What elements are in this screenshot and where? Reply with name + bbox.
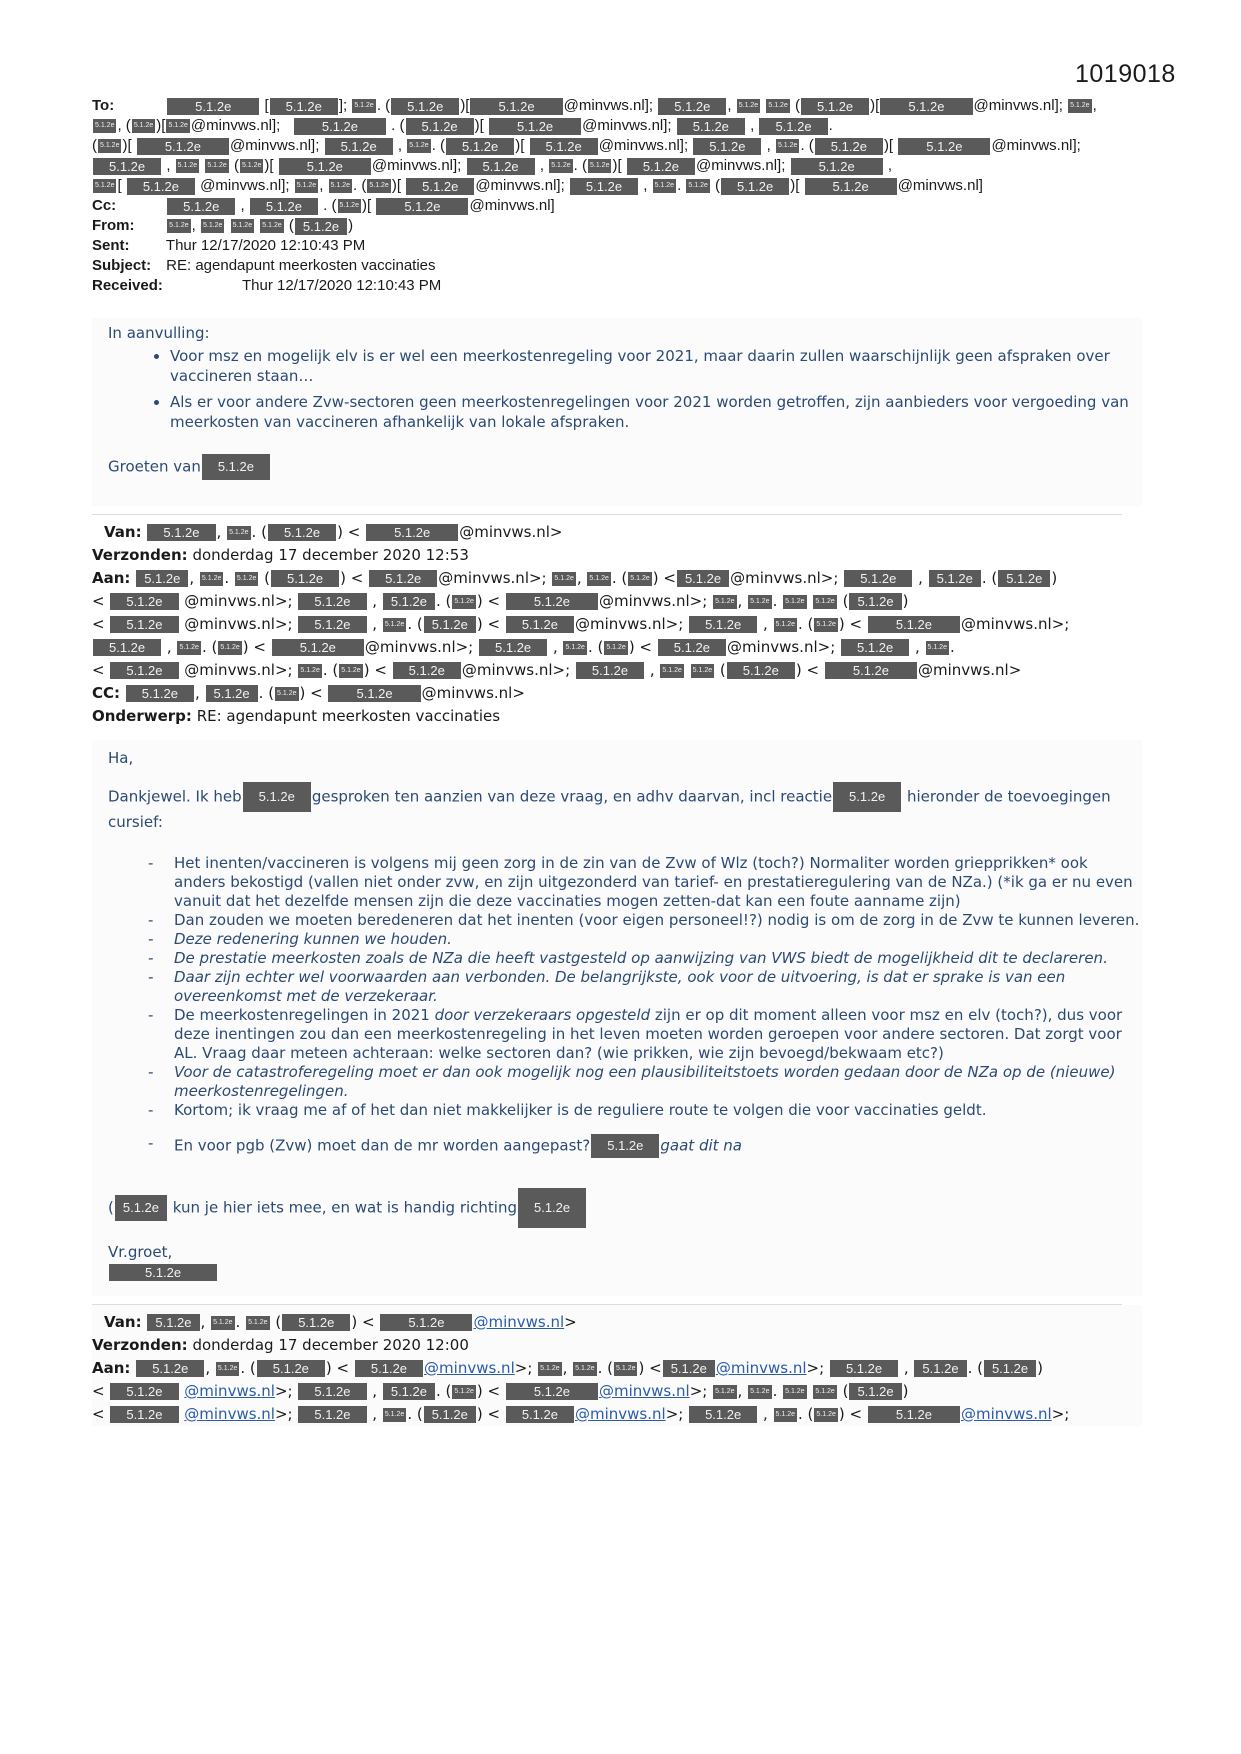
redaction-box: 5.1.2e: [604, 641, 627, 655]
redaction-box: 5.1.2e: [506, 1406, 574, 1423]
redaction-box: 5.1.2e: [352, 99, 375, 113]
redaction-box: 5.1.2e: [126, 685, 194, 702]
redaction-box: 5.1.2e: [295, 218, 347, 235]
email-link[interactable]: @minvws.nl: [598, 1382, 690, 1400]
redaction-box: 5.1.2e: [552, 572, 575, 586]
redaction-box: 5.1.2e: [538, 1362, 561, 1376]
redaction-box: 5.1.2e: [658, 98, 726, 115]
redaction-box: 5.1.2e: [614, 1362, 637, 1376]
redaction-box: 5.1.2e: [880, 98, 972, 115]
redaction-box: 5.1.2e: [849, 593, 901, 610]
redaction-box: 5.1.2e: [783, 1385, 806, 1399]
redaction-box: 5.1.2e: [713, 1385, 736, 1399]
redaction-box: 5.1.2e: [658, 639, 726, 656]
redaction-box: 5.1.2e: [801, 98, 869, 115]
redaction-box: 5.1.2e: [677, 118, 745, 135]
redaction-box: 5.1.2e: [628, 572, 651, 586]
list-item: - De meerkostenregelingen in 2021 door verzekeraars opgesteld zijn er op dit moment alleen voor msz en elv (toch?), dus voor deze inentingen zou dan een meerkostenregeling in het leven moeten worden geroepen voor andere sectoren. Dat zorgt voor AL. Vraag daar meteen achteraan: welke sectoren dan? (wie prikken, wie zijn bevoegd/bekwaam etc?): [148, 1006, 1142, 1063]
document-id: 1019018: [1075, 60, 1176, 88]
redaction-box: 5.1.2e: [260, 219, 283, 233]
redaction-box: 5.1.2e: [295, 179, 318, 193]
redaction-box: 5.1.2e: [814, 618, 837, 632]
redaction-box: 5.1.2e: [275, 687, 298, 701]
redaction-box: 5.1.2e: [93, 639, 161, 656]
redaction-box: 5.1.2e: [235, 572, 258, 586]
subject-label: Subject:: [92, 257, 152, 274]
from-label: From:: [92, 217, 135, 234]
redaction-box: 5.1.2e: [406, 118, 474, 135]
redaction-box: 5.1.2e: [926, 641, 949, 655]
redaction-box: 5.1.2e: [383, 618, 406, 632]
redaction-box: 5.1.2e: [115, 1195, 167, 1221]
redaction-box: 5.1.2e: [137, 138, 229, 155]
redaction-box: 5.1.2e: [110, 1406, 178, 1423]
redaction-box: 5.1.2e: [167, 198, 235, 215]
sent-value: Thur 12/17/2020 12:10:43 PM: [165, 237, 366, 254]
redaction-box: 5.1.2e: [211, 1316, 234, 1330]
redaction-box: 5.1.2e: [868, 1406, 960, 1423]
redaction-box: 5.1.2e: [783, 595, 806, 609]
redaction-box: 5.1.2e: [201, 219, 224, 233]
redaction-box: 5.1.2e: [766, 99, 789, 113]
closing-line: ( 5.1.2e kun je hier iets mee, en wat is handig richting 5.1.2e: [108, 1188, 1142, 1228]
redaction-box: 5.1.2e: [407, 139, 430, 153]
redaction-box: 5.1.2e: [776, 139, 799, 153]
redaction-box: 5.1.2e: [202, 454, 270, 480]
redaction-box: 5.1.2e: [127, 178, 195, 195]
redaction-box: 5.1.2e: [166, 119, 189, 133]
intro-paragraph: Dankjewel. Ik heb 5.1.2e gesproken ten aanzien van deze vraag, en adhv daarvan, incl reactie 5.1.2e hieronder de toevoegingen cursief:: [108, 782, 1142, 832]
redaction-box: 5.1.2e: [424, 616, 476, 633]
redaction-box: 5.1.2e: [549, 159, 572, 173]
redaction-box: 5.1.2e: [240, 159, 263, 173]
redaction-box: 5.1.2e: [677, 570, 729, 587]
redaction-box: 5.1.2e: [452, 1385, 475, 1399]
email-document: [92, 96, 1142, 1426]
redaction-box: 5.1.2e: [167, 98, 259, 115]
redaction-box: 5.1.2e: [367, 179, 390, 193]
redaction-box: 5.1.2e: [914, 1360, 966, 1377]
list-item: - Dan zouden we moeten beredeneren dat het inenten (voor eigen personeel!?) nodig is om de zorg in de Zvw te kunnen leveren.: [148, 911, 1142, 930]
redaction-box: 5.1.2e: [998, 570, 1050, 587]
redaction-box: 5.1.2e: [830, 1360, 898, 1377]
redaction-box: 5.1.2e: [563, 641, 586, 655]
redaction-box: 5.1.2e: [841, 639, 909, 656]
sent-label: Sent:: [92, 237, 130, 254]
redaction-box: 5.1.2e: [177, 641, 200, 655]
redaction-box: 5.1.2e: [452, 595, 475, 609]
received-value: Thur 12/17/2020 12:10:43 PM: [242, 277, 442, 294]
redaction-box: 5.1.2e: [748, 595, 771, 609]
redaction-box: 5.1.2e: [713, 595, 736, 609]
redaction-box: 5.1.2e: [298, 616, 366, 633]
email-header: To: 5.1.2e [ 5.1.2e ]; 5.1.2e . ( 5.1.2e )[ 5.1.2e @minvws.nl]; 5.1.2e , 5.1.2e 5.1.2e ( 5.1.2e )[ 5.1.2e @minvws.nl]; 5.1.2e , 5.1.2e , ( 5.1.2e )[ 5.1.2e @minvws.nl]; 5.1.2e . ( 5.1.2e )[ 5.1.2e @minvws.nl]; 5.1.2e , 5.1.2e . ( 5.1.2e )[ 5.1.2e @minvws.nl]; 5.1.2e , 5.1.2e . ( 5.1.2e )[ 5.1.2e @minvws.nl]; 5.1.2e , 5.1.2e . ( 5.1.2e )[ 5.1.2e @minvws.nl]; 5.1.2e , 5.1.2e 5.1.2e ( 5.1.2e )[ 5.1.2e @minvws.nl]; 5.1.2e , 5.1.2e . ( 5.1.2e )[ 5.1.2e @minvws.nl]; 5.1.2e , 5.1.2e [ 5.1.2e @minvws.nl]; 5.1.2e , 5.1.2e . ( 5.1.2e )[ 5.1.2e @minvws.nl]; 5.1.2e , 5.1.2e . 5.1.2e ( 5.1.2e )[ 5.1.2e @minvws.nl] Cc: 5.1.2e , 5.1.2e . ( 5.1.2e )[ 5.1.2e @minvws.nl] From: 5.1.2e , 5.1.2e 5.1.2e 5.1.2e ( 5.1.2e ) Sent: Thur 12/17/2020 12:10:43 PM Subject: RE: agendapunt meerkosten vaccinaties Received: Thur 12/17/2020 12:10:43 PM: [92, 96, 1142, 296]
redaction-box: 5.1.2e: [506, 1383, 598, 1400]
message-3-header: Van: 5.1.2e , 5.1.2e . 5.1.2e ( 5.1.2e ) < 5.1.2e @minvws.nl> Verzonden: donderdag 17 december 2020 12:00 Aan: 5.1.2e , 5.1.2e . ( 5.1.2e ) < 5.1.2e @minvws.nl>; 5.1.2e , 5.1.2e . ( 5.1.2e ) < 5.1.2e @minvws.nl>; 5.1.2e , 5.1.2e . ( 5.1.2e ) < 5.1.2e @minvws.nl>; 5.1.2e , 5.1.2e . ( 5.1.2e ) < 5.1.2e @minvws.nl>; 5.1.2e , 5.1.2e . 5.1.2e 5.1.2e ( 5.1.2e ) < 5.1.2e @minvws.nl>; 5.1.2e , 5.1.2e . ( 5.1.2e ) < 5.1.2e @minvws.nl>; 5.1.2e , 5.1.2e . ( 5.1.2e ) < 5.1.2e @minvws.nl>;: [92, 1305, 1142, 1426]
redaction-box: 5.1.2e: [167, 219, 190, 233]
message-2-body: Ha, Dankjewel. Ik heb 5.1.2e gesproken ten aanzien van deze vraag, en adhv daarvan, incl reactie 5.1.2e hieronder de toevoegingen cursief: - Het inenten/vaccineren is volgens mij geen zorg in de zin van de Zvw of Wlz (toch?) Normaliter worden griepprikken* ook anders bekostigd (vallen niet onder zvw, en zijn uitgezonderd van tarief- en prestatieregulering van de NZa.) (*ik ga er nu even vanuit dat het dezelfde mensen zijn die deze vaccinaties mogen zetten-dat kan een foute aanname zijn) - Dan zouden we moeten beredeneren dat het inenten (voor eigen personeel!?) nodig is om de zorg in de Zvw te kunnen leveren. - Deze redenering kunnen we houden. - De prestatie meerkosten zoals de NZa die heeft vastgesteld op aanwijzing van VWS biedt de mogelijkheid dit te declareren. - Daar zijn echter wel voorwaarden aan verbonden. De belangrijkste, ook voor de uitvoering, is dat er sprake is van een overeenkomst met de verzekeraar. - De meerkostenregelingen in 2021 door verzekeraars opgesteld zijn er op dit moment alleen voor msz en elv (toch?), dus voor deze inentingen zou dan een meerkostenregeling in het leven moeten worden geroepen voor andere sectoren. Dat zorgt voor AL. Vraag daar meteen achteraan: welke sectoren dan? (wie prikken, wie zijn bevoegd/bekwaam etc?) - Voor de catastroferegeling moet er dan ook mogelijk nog een plausibiliteitstoets worden gedaan door de NZa op de (nieuwe) meerkostenregelingen. - Kortom; ik vraag me af of het dan niet makkelijker is de reguliere route te volgen die voor vaccinaties geldt. - En voor pgb (Zvw) moet dan de mr worden aangepast? 5.1.2e gaat dit na ( 5.1.2e kun je hier iets mee, en wat is handig richting 5.1.2e Vr.groet, 5.1.2e: [92, 740, 1142, 1296]
redaction-box: 5.1.2e: [489, 118, 581, 135]
redaction-box: 5.1.2e: [147, 524, 215, 541]
list-item: - En voor pgb (Zvw) moet dan de mr worden aangepast? 5.1.2e gaat dit na: [148, 1134, 1142, 1158]
signoff: Vr.groet, 5.1.2e: [108, 1242, 1142, 1282]
redaction-box: 5.1.2e: [686, 179, 709, 193]
redaction-box: 5.1.2e: [383, 1408, 406, 1422]
redaction-box: 5.1.2e: [689, 1406, 757, 1423]
redaction-box: 5.1.2e: [774, 618, 797, 632]
redaction-box: 5.1.2e: [506, 616, 574, 633]
redaction-box: 5.1.2e: [270, 98, 338, 115]
redaction-box: 5.1.2e: [246, 1316, 269, 1330]
sent-date: donderdag 17 december 2020 12:00: [192, 1336, 469, 1354]
redaction-box: 5.1.2e: [506, 593, 598, 610]
redaction-box: 5.1.2e: [110, 1383, 178, 1400]
redaction-box: 5.1.2e: [294, 118, 386, 135]
redaction-box: 5.1.2e: [868, 616, 960, 633]
redaction-box: 5.1.2e: [627, 158, 695, 175]
redaction-box: 5.1.2e: [813, 1385, 836, 1399]
redaction-box: 5.1.2e: [660, 664, 683, 678]
list-item: - De prestatie meerkosten zoals de NZa die heeft vastgesteld op aanwijzing van VWS biedt de mogelijkheid dit te declareren.: [148, 949, 1142, 968]
redaction-box: 5.1.2e: [298, 664, 321, 678]
redaction-box: 5.1.2e: [383, 1383, 435, 1400]
redaction-box: 5.1.2e: [231, 219, 254, 233]
redaction-box: 5.1.2e: [339, 664, 362, 678]
redaction-box: 5.1.2e: [721, 178, 789, 195]
redaction-box: 5.1.2e: [132, 119, 155, 133]
redaction-box: 5.1.2e: [328, 685, 420, 702]
redaction-box: 5.1.2e: [849, 1383, 901, 1400]
redaction-box: 5.1.2e: [110, 662, 178, 679]
redaction-box: 5.1.2e: [338, 199, 361, 213]
redaction-box: 5.1.2e: [929, 570, 981, 587]
redaction-box: 5.1.2e: [227, 526, 250, 540]
redaction-box: 5.1.2e: [748, 1385, 771, 1399]
redaction-box: 5.1.2e: [205, 159, 228, 173]
redaction-box: 5.1.2e: [250, 198, 318, 215]
email-link[interactable]: @minvws.nl: [961, 1405, 1052, 1423]
redaction-box: 5.1.2e: [689, 616, 757, 633]
redaction-box: 5.1.2e: [366, 524, 458, 541]
subject-value: RE: agendapunt meerkosten vaccinaties: [166, 257, 436, 274]
redaction-box: 5.1.2e: [93, 158, 161, 175]
redaction-box: 5.1.2e: [693, 138, 761, 155]
to-label: To:: [92, 97, 115, 114]
redaction-box: 5.1.2e: [727, 662, 795, 679]
redaction-box: 5.1.2e: [759, 118, 827, 135]
redaction-box: 5.1.2e: [110, 593, 178, 610]
email-link[interactable]: @minvws.nl: [473, 1313, 565, 1331]
redaction-box: 5.1.2e: [591, 1134, 659, 1158]
redaction-box: 5.1.2e: [391, 98, 459, 115]
email-link[interactable]: @minvws.nl: [715, 1359, 807, 1377]
redaction-box: 5.1.2e: [298, 1383, 366, 1400]
redaction-box: 5.1.2e: [984, 1360, 1036, 1377]
message-1-body: [92, 318, 1142, 506]
redaction-box: 5.1.2e: [218, 641, 241, 655]
list-item: - Deze redenering kunnen we houden.: [148, 930, 1142, 949]
redaction-box: 5.1.2e: [479, 639, 547, 656]
redaction-box: 5.1.2e: [272, 639, 364, 656]
list-item: - Het inenten/vaccineren is volgens mij geen zorg in de zin van de Zvw of Wlz (toch?) Normaliter worden griepprikken* ook anders bekostigd (vallen niet onder zvw, en zijn uitgezonderd van tarief- en prestatieregulering van de NZa.) (*ik ga er nu even vanuit dat het dezelfde mensen zijn die deze vaccinaties mogen zetten-dat kan een foute aanname zijn): [148, 854, 1142, 911]
redaction-box: 5.1.2e: [691, 664, 714, 678]
redaction-box: 5.1.2e: [376, 198, 468, 215]
redaction-box: 5.1.2e: [380, 1314, 472, 1331]
redaction-box: 5.1.2e: [200, 572, 223, 586]
redaction-box: 5.1.2e: [791, 158, 883, 175]
redaction-box: 5.1.2e: [814, 1408, 837, 1422]
redaction-box: 5.1.2e: [298, 1406, 366, 1423]
redaction-box: 5.1.2e: [136, 1360, 204, 1377]
redaction-box: 5.1.2e: [93, 179, 116, 193]
email-link[interactable]: @minvws.nl: [184, 1382, 275, 1400]
email-link[interactable]: @minvws.nl: [574, 1405, 666, 1423]
redaction-box: 5.1.2e: [93, 119, 116, 133]
redaction-box: 5.1.2e: [109, 1264, 217, 1281]
subject-line: [92, 256, 1142, 276]
redaction-box: 5.1.2e: [570, 178, 638, 195]
redaction-box: 5.1.2e: [737, 99, 760, 113]
redaction-box: 5.1.2e: [279, 158, 371, 175]
redaction-box: 5.1.2e: [406, 178, 474, 195]
redaction-box: 5.1.2e: [383, 593, 435, 610]
sent-date: donderdag 17 december 2020 12:53: [192, 546, 469, 564]
from-line: From: 5.1.2e , 5.1.2e 5.1.2e 5.1.2e ( 5.1.2e ): [92, 217, 354, 234]
redaction-box: 5.1.2e: [844, 570, 912, 587]
remarks-list: [108, 854, 1142, 1158]
redaction-box: 5.1.2e: [271, 570, 339, 587]
subject-value: RE: agendapunt meerkosten vaccinaties: [196, 707, 501, 725]
cc-line: Cc: 5.1.2e , 5.1.2e . ( 5.1.2e )[ 5.1.2e @minvws.nl]: [92, 197, 555, 214]
redaction-box: 5.1.2e: [588, 159, 611, 173]
redaction-box: 5.1.2e: [147, 1314, 199, 1331]
redaction-box: 5.1.2e: [573, 1362, 596, 1376]
redaction-box: 5.1.2e: [813, 595, 836, 609]
redaction-box: 5.1.2e: [355, 1360, 423, 1377]
bullet-list: [108, 346, 1142, 432]
redaction-box: 5.1.2e: [98, 139, 121, 153]
redaction-box: 5.1.2e: [393, 662, 461, 679]
redaction-box: 5.1.2e: [268, 524, 336, 541]
redaction-box: 5.1.2e: [176, 159, 199, 173]
redaction-box: 5.1.2e: [424, 1406, 476, 1423]
redaction-box: 5.1.2e: [774, 1408, 797, 1422]
email-link[interactable]: @minvws.nl: [424, 1359, 515, 1377]
redaction-box: 5.1.2e: [467, 158, 535, 175]
list-item: - Voor de catastroferegeling moet er dan ook mogelijk nog een plausibiliteitstoets worden gedaan door de NZa op de (nieuwe) meerkostenregelingen.: [148, 1063, 1142, 1101]
redaction-box: 5.1.2e: [587, 572, 610, 586]
redaction-box: 5.1.2e: [805, 178, 897, 195]
redaction-box: 5.1.2e: [576, 662, 644, 679]
to-line: To: 5.1.2e [ 5.1.2e ]; 5.1.2e . ( 5.1.2e )[ 5.1.2e @minvws.nl]; 5.1.2e , 5.1.2e 5.1.2e ( 5.1.2e )[ 5.1.2e @minvws.nl]; 5.1.2e ,: [92, 97, 1097, 114]
list-item: • Voor msz en mogelijk elv is er wel een meerkostenregeling voor 2021, maar daarin zullen waarschijnlijk geen afspraken over vaccineren staan…: [170, 346, 1142, 386]
redaction-box: 5.1.2e: [825, 662, 917, 679]
redaction-box: 5.1.2e: [298, 593, 366, 610]
redaction-box: 5.1.2e: [446, 138, 514, 155]
redaction-box: 5.1.2e: [815, 138, 883, 155]
redaction-box: 5.1.2e: [663, 1360, 715, 1377]
redaction-box: 5.1.2e: [282, 1314, 350, 1331]
greeting: Groeten van 5.1.2e: [108, 454, 1142, 480]
redaction-box: 5.1.2e: [530, 138, 598, 155]
redaction-box: 5.1.2e: [369, 570, 437, 587]
message-2-header: Van: 5.1.2e , 5.1.2e . ( 5.1.2e ) < 5.1.2e @minvws.nl> Verzonden: donderdag 17 december 2020 12:53 Aan: 5.1.2e , 5.1.2e . 5.1.2e ( 5.1.2e ) < 5.1.2e @minvws.nl>; 5.1.2e , 5.1.2e . ( 5.1.2e ) < 5.1.2e @minvws.nl>; 5.1.2e , 5.1.2e . ( 5.1.2e ) < 5.1.2e @minvws.nl>; 5.1.2e , 5.1.2e . ( 5.1.2e ) < 5.1.2e @minvws.nl>; 5.1.2e , 5.1.2e . 5.1.2e 5.1.2e ( 5.1.2e ) < 5.1.2e @minvws.nl>; 5.1.2e , 5.1.2e . ( 5.1.2e ) < 5.1.2e @minvws.nl>; 5.1.2e , 5.1.2e . ( 5.1.2e ) < 5.1.2e @minvws.nl>; 5.1.2e , 5.1.2e . ( 5.1.2e ) < 5.1.2e @minvws.nl>; 5.1.2e , 5.1.2e . ( 5.1.2e ) < 5.1.2e @minvws.nl>; 5.1.2e , 5.1.2e . < 5.1.2e @minvws.nl>; 5.1.2e . ( 5.1.2e ) < 5.1.2e @minvws.nl>; 5.1.2e , 5.1.2e 5.1.2e ( 5.1.2e ) < 5.1.2e @minvws.nl> CC: 5.1.2e , 5.1.2e . ( 5.1.2e ) < 5.1.2e @minvws.nl> Onderwerp: RE: agendapunt meerkosten vaccinaties: [92, 523, 1070, 725]
cc-label: Cc:: [92, 197, 117, 214]
list-item: - Kortom; ik vraag me af of het dan niet makkelijker is de reguliere route te volgen die voor vaccinaties geldt.: [148, 1101, 1142, 1120]
redaction-box: 5.1.2e: [216, 1362, 239, 1376]
list-item: - Daar zijn echter wel voorwaarden aan verbonden. De belangrijkste, ook voor de uitvoering, is dat er sprake is van een overeenkomst met de verzekeraar.: [148, 968, 1142, 1006]
redaction-box: 5.1.2e: [136, 570, 188, 587]
received-line: [92, 276, 1142, 296]
redaction-box: 5.1.2e: [833, 782, 901, 812]
redaction-box: 5.1.2e: [110, 616, 178, 633]
redaction-box: 5.1.2e: [329, 179, 352, 193]
redaction-box: 5.1.2e: [518, 1188, 586, 1228]
redaction-box: 5.1.2e: [1068, 99, 1091, 113]
redaction-box: 5.1.2e: [206, 685, 258, 702]
redaction-box: 5.1.2e: [898, 138, 990, 155]
list-item: • Als er voor andere Zvw-sectoren geen meerkostenregelingen voor 2021 worden getroffen, zijn aanbieders voor vergoeding van meerkosten van vaccineren afhankelijk van lokale afspraken.: [170, 392, 1142, 432]
redaction-box: 5.1.2e: [257, 1360, 325, 1377]
redaction-box: 5.1.2e: [470, 98, 562, 115]
redaction-box: 5.1.2e: [325, 138, 393, 155]
redaction-box: 5.1.2e: [243, 782, 311, 812]
intro-text: In aanvulling:: [108, 324, 210, 342]
sent-line: [92, 236, 1142, 256]
email-link[interactable]: @minvws.nl: [184, 1405, 275, 1423]
received-label: Received:: [92, 277, 163, 294]
redaction-box: 5.1.2e: [653, 179, 676, 193]
